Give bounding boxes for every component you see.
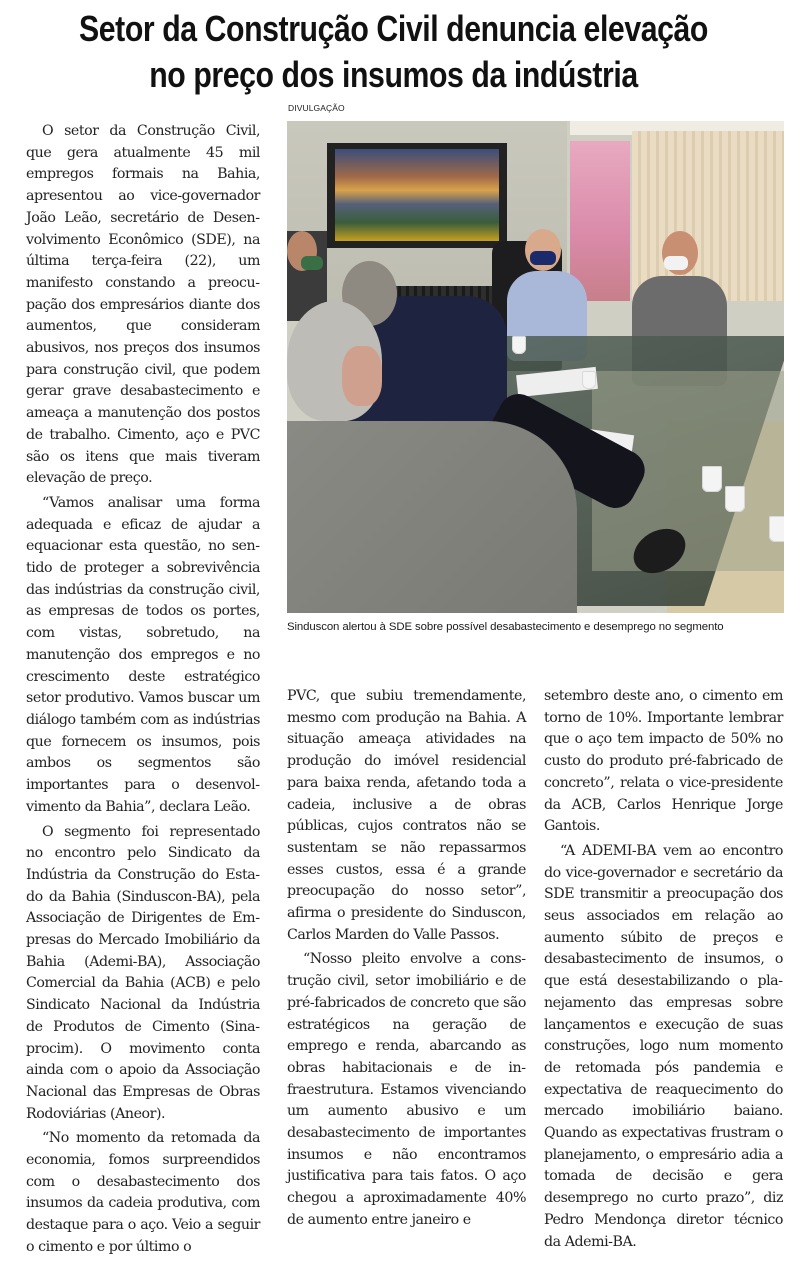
photo-person-gray-suit (287, 421, 577, 613)
paragraph: setembro deste ano, o cimento em torno de 10%. Importante lembrar que o aço tem impacto de 50% no custo do produto pré-fabricado de concreto”, relata o vice-presidente da ACB, Carlos Henrique Jorge Gantois. (544, 688, 783, 835)
paragraph: “Vamos analisar uma forma adequada e eficaz de ajudar a equacionar esta questão, no sentido de proteger a sobrevivência das indústrias da construção civil, as empresas de todos os portes, com vistas, sobretudo, na manutenção dos empregos e no crescimento deste estratégico setor produtivo. Vamos buscar um diálogo também com as indústrias que fornecem os insumos, pois ambos os segmentos são importantes para o desenvolvimento da Bahia”, declara Leão. (26, 494, 260, 815)
paragraph: O segmento foi representado no encontro pelo Sindicato da Indústria da Construção do Estado da Bahia (Sinduscon-BA), pela Associação de Dirigentes de Empresas do Mercado Imobiliário da Bahia (Ademi-BA), Associação Comercial da Bahia (ACB) e pelo Sindicato Nacional da Indústria de Produtos de Cimento (Sinaprocim). O movimento conta ainda com o apoio da Associação Nacional das Empresas de Obras Rodoviárias (Aneor). (26, 823, 260, 1122)
paragraph: “Nosso pleito envolve a construção civil, setor imobiliário e de pré-fabricados de concreto que são estratégicos na geração de emprego e renda, abarcando as obras habitacionais e de infraestrutura. Estamos vivenciando um aumento abusivo e um desabastecimento de importantes insumos e não encontramos justificativa para tais fatos. O aço chegou a aproximadamente 40% de aumento entre janeiro e (287, 951, 526, 1228)
headline (0, 6, 787, 98)
photo-cup (702, 466, 722, 492)
paragraph: PVC, que subiu tremendamente, mesmo com produção na Bahia. A situação ameaça atividades na produção do imóvel residencial para baixa renda, afetando toda a cadeia, inclusive a de obras públicas, cujos contratos não se sustentam se não repassarmos esses custos, essa é a grande preocupação do nosso setor”, afirma o presidente do Sinduscon, Carlos Marden do Valle Passos. (287, 688, 526, 943)
photo-credit: DIVULGAÇÃO (288, 103, 345, 113)
photo-blinds (632, 131, 784, 301)
photo-mask-blue (530, 251, 556, 265)
headline-line-2: no preço dos insumos da indústria (149, 54, 638, 95)
photo-person-gray-face (342, 346, 382, 406)
meeting-photo (287, 121, 784, 613)
text-column-3 (544, 686, 783, 1253)
photo-cup (769, 516, 784, 542)
photo-cup (725, 486, 745, 512)
paragraph: O setor da Construção Civil, que gera atualmente 45 mil empregos formais na Bahia, apresentou ao vice-governador João Leão, secretário de Desenvolvimento Econômico (SDE), na última terça-feira (22), um manifesto constando a preocupação dos empresários diante dos aumentos, que consideram abusivos, nos preços dos insumos para construção civil, que podem gerar grave desabastecimento e ameaça a manutenção dos postos de trabalho. Cimento, aço e PVC são os itens que mais tiveram elevação de preço. (26, 123, 260, 487)
photo-caption: Sinduscon alertou à SDE sobre possível desabastecimento e desemprego no segmento (287, 621, 724, 633)
paragraph: “A ADEMI-BA vem ao encontro do vice-governador e secretário da SDE transmitir a preocupação dos seus associados em relação ao aumento súbito de preços e desabastecimento de insumos, o que está desestabilizando o planejamento das empresas sobre lançamentos e execução de suas construções, logo num momento de retomada pós pandemia e expectativa de reaquecimento do mercado imobiliário baiano. Quando as expectativas frustram o planejamento, o empresário adia a tomada de decisão e gera desemprego no curto prazo”, diz Pedro Mendonça diretor técnico da Ademi-BA. (544, 842, 783, 1250)
headline-line-1: Setor da Construção Civil denuncia elevação (79, 8, 708, 49)
photo-window (570, 141, 630, 301)
photo-mask-green (301, 256, 323, 270)
paragraph: “No momento da retomada da economia, fomos surpreendidos com o desabastecimento dos insumos da cadeia produtiva, com destaque para o aço. Veio a seguir o cimento e por último o (26, 1130, 260, 1255)
photo-cup (582, 371, 596, 389)
text-column-2 (287, 686, 526, 1232)
text-column-1 (26, 121, 260, 1259)
photo-painting (335, 149, 499, 241)
photo-cup (512, 336, 526, 354)
photo-mask-white (664, 256, 688, 270)
